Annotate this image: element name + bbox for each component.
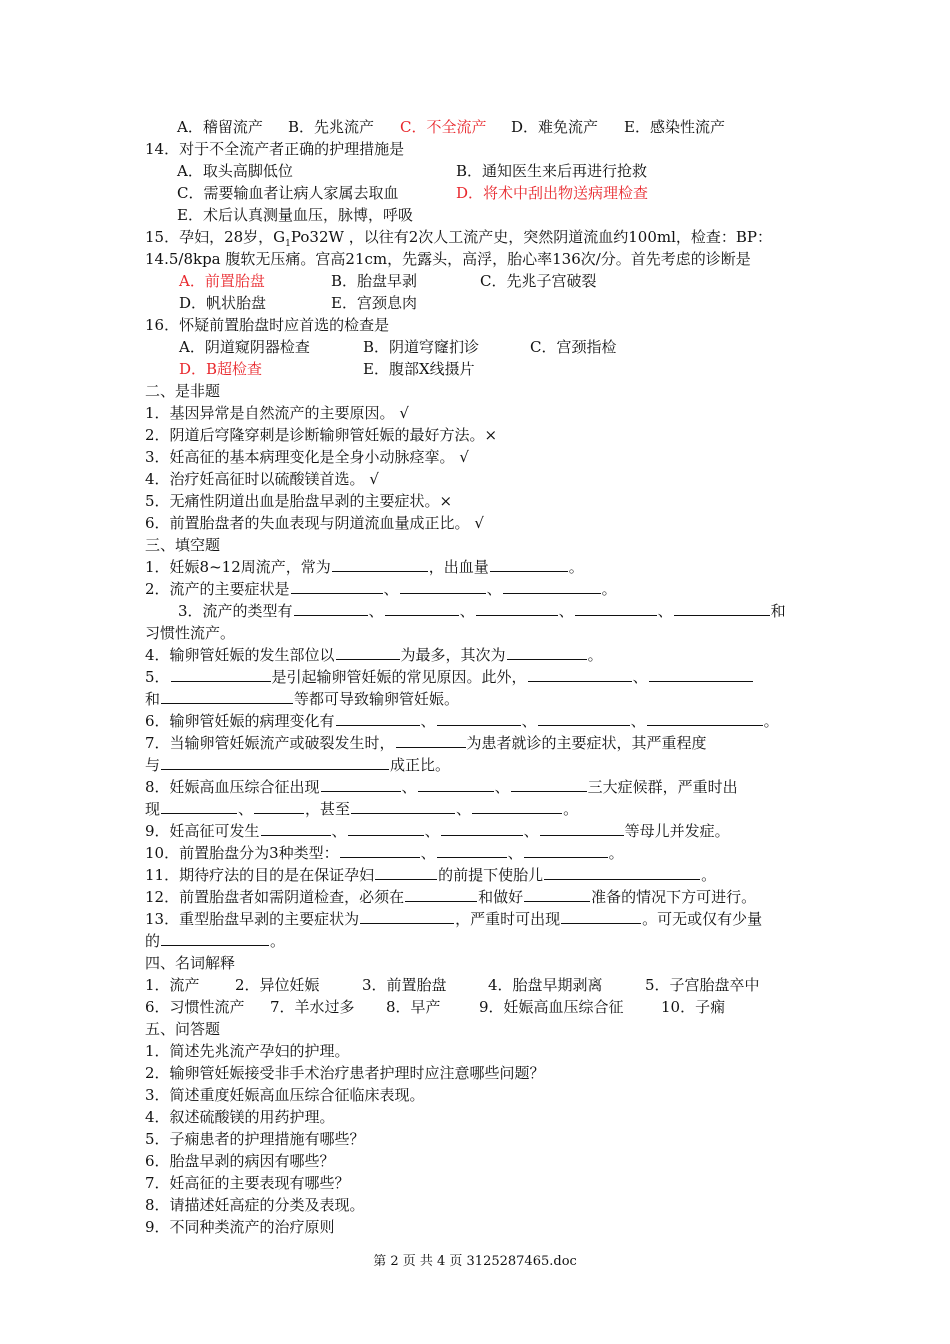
answer-blank: [561, 909, 641, 924]
option: A．稽留流产: [177, 118, 263, 136]
qa-item: 8．请描述妊高症的分类及表现。: [145, 1196, 365, 1214]
fill-item: 7．当输卵管妊娠流产或破裂发生时， 为患者就诊的主要症状，其严重程度: [145, 734, 707, 752]
answer-blank: [538, 711, 630, 726]
answer-blank: [161, 755, 389, 770]
term: 4．胎盘早期剥离: [488, 976, 603, 994]
section-heading: 四、名词解释: [145, 954, 236, 972]
fill-item: 9．妊高征可发生 、 、 、 等母儿并发症。: [145, 822, 730, 840]
fill-item-cont: 和 等都可导致输卵管妊娠。: [145, 690, 460, 708]
answer-blank: [161, 799, 237, 814]
term: 10．子痫: [661, 998, 726, 1016]
section-heading: 五、问答题: [145, 1020, 221, 1038]
option: D．帆状胎盘: [179, 294, 267, 312]
question-stem: 15．孕妇，28岁，$G_1Po32W$ ，以往有2次人工流产史，突然阴道流血约100ml，检查：BP：: [145, 228, 773, 249]
answer-option: C．不全流产: [400, 118, 487, 136]
answer-blank: [340, 843, 420, 858]
answer-option: A．前置胎盘: [179, 272, 265, 290]
answer-blank: [540, 821, 624, 836]
answer-blank: [396, 733, 466, 748]
qa-item: 4．叙述硫酸镁的用药护理。: [145, 1108, 335, 1126]
option: B．先兆流产: [288, 118, 375, 136]
fill-item: 6．输卵管妊娠的病理变化有 、 、 、 。: [145, 712, 779, 730]
option: B．通知医生来后再进行抢救: [456, 162, 648, 180]
fill-item: 5． 是引起输卵管妊娠的常见原因。此外， 、: [145, 667, 754, 689]
answer-option: D．将术中刮出物送病理检查: [456, 184, 649, 202]
section-heading: 二、是非题: [145, 382, 221, 400]
answer-blank: [375, 865, 437, 880]
answer-blank: [437, 711, 521, 726]
option: C．宫颈指检: [530, 338, 617, 356]
fill-item: 4．输卵管妊娠的发生部位以 为最多，其次为 。: [145, 646, 603, 664]
option: A．取头高脚低位: [177, 162, 293, 180]
answer-blank: [321, 777, 401, 792]
answer-blank: [647, 711, 763, 726]
term: 1．流产: [145, 976, 200, 994]
answer-blank: [507, 645, 587, 660]
answer-blank: [511, 777, 587, 792]
term: 2．异位妊娠: [235, 976, 320, 994]
qa-item: 2．输卵管妊娠接受非手术治疗患者护理时应注意哪些问题？: [145, 1064, 545, 1082]
answer-option: D．B超检查: [179, 360, 263, 378]
term: 5．子宫胎盘卒中: [645, 976, 760, 994]
answer-blank: [490, 557, 568, 572]
option: D．难免流产: [511, 118, 599, 136]
answer-blank: [575, 601, 657, 616]
fill-item: 12．前置胎盘者如需阴道检查，必须在 和做好 准备的情况下方可进行。: [145, 888, 757, 906]
answer-blank: [385, 601, 459, 616]
answer-blank: [161, 931, 269, 946]
qa-item: 9．不同种类流产的治疗原则: [145, 1218, 335, 1236]
term: 6．习惯性流产: [145, 998, 245, 1016]
term: 3．前置胎盘: [362, 976, 447, 994]
qa-item: 1．简述先兆流产孕妇的护理。: [145, 1042, 350, 1060]
term: 9．妊娠高血压综合征: [479, 998, 624, 1016]
answer-blank: [528, 667, 632, 682]
option: E．术后认真测量血压，脉博，呼吸: [177, 206, 413, 224]
option: E．感染性流产: [624, 118, 725, 136]
answer-blank: [472, 799, 562, 814]
option: B．阴道穹窿扪诊: [363, 338, 480, 356]
fill-item: 8．妊娠高血压综合征出现 、 、 三大症候群，严重时出: [145, 778, 738, 796]
answer-blank: [503, 579, 601, 594]
answer-blank: [674, 601, 770, 616]
answer-blank: [437, 843, 507, 858]
answer-blank: [476, 601, 558, 616]
answer-blank: [360, 909, 454, 924]
answer-blank: [524, 887, 590, 902]
question-stem: 16．怀疑前置胎盘时应首选的检查是: [145, 316, 390, 334]
fill-item-cont: 习惯性流产。: [145, 624, 236, 642]
answer-blank: [649, 667, 753, 682]
answer-blank: [405, 887, 477, 902]
answer-blank: [524, 843, 608, 858]
question-stem-cont: 14.5/8kpa 腹软无压痛。宫高21cm，先露头，高浮，胎心率136次/分。首先考虑的诊断是: [145, 250, 751, 268]
answer-blank: [441, 821, 523, 836]
option: C．先兆子宫破裂: [480, 272, 597, 290]
qa-item: 6．胎盘早剥的病因有哪些？: [145, 1152, 335, 1170]
fill-item: 3．流产的类型有 、 、 、 、 和: [178, 602, 786, 620]
term: 8．早产: [386, 998, 441, 1016]
option: E．宫颈息肉: [331, 294, 417, 312]
fill-item: 1．妊娠8~12周流产，常为 ，出血量 。: [145, 558, 584, 576]
fill-item-cont: 与 成正比。: [145, 756, 451, 774]
answer-blank: [332, 557, 428, 572]
qa-item: 5．子痫患者的护理措施有哪些？: [145, 1130, 365, 1148]
tf-item: 1．基因异常是自然流产的主要原因。 √: [145, 404, 409, 422]
option: B．胎盘早剥: [331, 272, 418, 290]
tf-item: 6．前置胎盘者的失血表现与阴道流血量成正比。 √: [145, 514, 484, 532]
term: 7．羊水过多: [270, 998, 355, 1016]
option: A．阴道窥阴器检查: [179, 338, 310, 356]
option: C．需要输血者让病人家属去取血: [177, 184, 399, 202]
answer-blank: [336, 711, 420, 726]
answer-blank: [418, 777, 494, 792]
tf-item: 2．阴道后穹隆穿刺是诊断输卵管妊娠的最好方法。×: [145, 426, 498, 444]
answer-blank: [336, 645, 400, 660]
fill-item: 13．重型胎盘早剥的主要症状为 ，严重时可出现 。可无或仅有少量: [145, 910, 763, 928]
answer-blank: [254, 799, 304, 814]
answer-blank: [161, 689, 293, 704]
answer-blank: [351, 799, 455, 814]
answer-blank: [291, 579, 383, 594]
answer-blank: [261, 821, 331, 836]
fill-item: 2．流产的主要症状是 、 、 。: [145, 580, 617, 598]
answer-blank: [171, 667, 271, 682]
tf-item: 3．妊高征的基本病理变化是全身小动脉痉挛。 √: [145, 448, 469, 466]
question-stem: 14．对于不全流产者正确的护理措施是: [145, 140, 405, 158]
page-footer: 第 2 页 共 4 页 3125287465.doc: [373, 1254, 577, 1269]
tf-item: 5．无痛性阴道出血是胎盘早剥的主要症状。×: [145, 492, 453, 510]
answer-blank: [400, 579, 486, 594]
tf-item: 4．治疗妊高征时以硫酸镁首选。 √: [145, 470, 379, 488]
answer-blank: [294, 601, 368, 616]
answer-blank: [544, 865, 700, 880]
section-heading: 三、填空题: [145, 536, 221, 554]
qa-item: 7．妊高征的主要表现有哪些？: [145, 1174, 350, 1192]
fill-item-cont: 现 、 ，甚至 、 。: [145, 800, 579, 818]
fill-item-cont: 的 。: [145, 932, 286, 950]
fill-item: 10．前置胎盘分为3种类型： 、 、 。: [145, 844, 624, 862]
option: E．腹部X线摄片: [363, 360, 475, 378]
qa-item: 3．简述重度妊娠高血压综合征临床表现。: [145, 1086, 425, 1104]
fill-item: 11．期待疗法的目的是在保证孕妇 的前提下使胎儿 。: [145, 866, 717, 884]
answer-blank: [348, 821, 424, 836]
